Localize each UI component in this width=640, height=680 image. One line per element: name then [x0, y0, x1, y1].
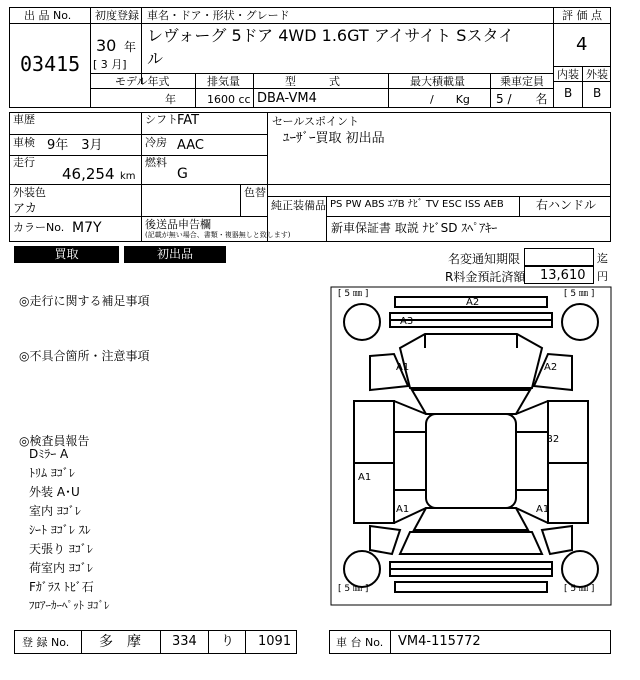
- shift-label: シフト: [145, 113, 178, 126]
- sales-point: ﾕｰｻﾞｰ買取 初出品: [283, 131, 385, 146]
- ac: AAC: [177, 138, 204, 153]
- damage-mark: A2: [466, 297, 480, 308]
- max-load: / Kg: [430, 93, 470, 106]
- mileage-label: 走行: [13, 156, 35, 169]
- inspector-report-item: Fｶﾞﾗｽ ﾄﾋﾞ石: [29, 580, 94, 594]
- name-change-label: 名変通知期限: [448, 252, 521, 266]
- damage-mark: B2: [546, 434, 560, 445]
- model: DBA-VM4: [257, 91, 317, 106]
- inspector-report-item: 外装 A･U: [29, 485, 80, 499]
- damage-mark: A3: [400, 316, 414, 327]
- warranty: 新車保証書 取説 ﾅﾋﾞSD ｽﾍﾟｱｷｰ: [331, 221, 498, 235]
- capacity: 5 / 名: [496, 92, 548, 106]
- roof: [426, 414, 516, 508]
- damage-mark: A1: [396, 362, 410, 373]
- fuel: G: [177, 166, 188, 182]
- shift: FAT: [177, 113, 200, 128]
- displacement-label: 排気量: [207, 75, 240, 88]
- registration-kana: り: [221, 634, 235, 649]
- rear-fender-right: [542, 526, 572, 554]
- right-rear-door: [548, 463, 588, 523]
- chassis-number: VM4-115772: [398, 634, 481, 649]
- defects-note-heading: ◎不具合箇所・注意事項: [19, 349, 150, 363]
- inspector-report-item: 室内 ﾖｺﾞﾚ: [29, 504, 81, 518]
- running-note-heading: ◎走行に関する補足事項: [19, 294, 150, 308]
- recycle-amount: 13,610: [540, 268, 586, 283]
- exterior-color: アカ: [13, 201, 37, 215]
- windshield: [412, 390, 530, 414]
- inspector-report-item: 荷室内 ﾖｺﾞﾚ: [29, 561, 93, 575]
- chassis-label: 車 台 No.: [336, 636, 384, 649]
- inspection: 9年 3月: [47, 138, 103, 153]
- model-label: 型 式: [285, 75, 340, 88]
- fuel-label: 燃料: [145, 156, 167, 169]
- equipment-label: 純正装備品: [271, 199, 326, 212]
- inspector-note-heading: ◎検査員報告: [19, 434, 90, 448]
- recall-note: (記載が無い場合、書類・複器無しと致します): [145, 231, 291, 239]
- car-name-label: 車名・ドア・形状・グレード: [147, 9, 290, 22]
- tire-depth-rl: [ 5 ㎜ ]: [338, 584, 369, 594]
- exterior-color-label: 外装色: [13, 186, 46, 199]
- car-damage-diagram: [330, 286, 612, 606]
- recycle-unit: 円: [597, 270, 608, 283]
- hood: [400, 334, 542, 388]
- tire-depth-fr: [ 5 ㎜ ]: [564, 289, 595, 299]
- model-year-unit: 年: [165, 93, 176, 106]
- car-name-line1: レヴォーグ 5ドア 4WD 1.6GT アイサイト Sスタイ: [147, 26, 515, 45]
- first-reg-label: 初度登録: [95, 9, 139, 22]
- damage-mark: A1: [358, 472, 372, 483]
- tire-rear-right: [562, 551, 598, 587]
- rear-fender-left: [370, 526, 400, 554]
- damage-mark: A1: [536, 504, 550, 515]
- inspector-report-item: ﾌﾛｱｰｶｰﾍﾟｯﾄ ﾖｺﾞﾚ: [29, 599, 110, 612]
- color-no: M7Y: [72, 220, 102, 236]
- history-label: 車歴: [13, 113, 35, 126]
- recycle-label: R料金預託済額: [445, 270, 526, 284]
- registration-class: 334: [172, 634, 197, 649]
- lot-no-label: 出 品 No.: [24, 9, 72, 22]
- car-name-line2: ル: [147, 49, 164, 68]
- damage-mark: A2: [544, 362, 558, 373]
- tire-rear-left: [344, 551, 380, 587]
- sales-point-label: セールスポイント: [272, 115, 360, 128]
- displacement: 1600 cc: [207, 93, 251, 106]
- tire-front-left: [344, 304, 380, 340]
- first-listing-tag: 初出品: [124, 246, 226, 263]
- rear-bumper-lower: [395, 582, 547, 592]
- mileage: 46,254: [62, 165, 115, 183]
- inspection-label: 車検: [13, 136, 35, 149]
- interior-label: 内装: [557, 68, 579, 81]
- capacity-label: 乗車定員: [500, 75, 544, 88]
- exterior-grade: B: [593, 86, 602, 100]
- lot-no: 03415: [20, 52, 81, 76]
- score-label: 評 価 点: [562, 9, 602, 22]
- mileage-unit: km: [120, 171, 136, 182]
- first-reg-month: [ 3 月]: [93, 58, 127, 71]
- buy-tag: 買取: [14, 246, 119, 263]
- left-front-door: [354, 401, 394, 463]
- registration-number: 1091: [258, 634, 292, 649]
- steering: 右ハンドル: [536, 198, 597, 212]
- tire-depth-fl: [ 5 ㎜ ]: [338, 289, 369, 299]
- name-change-box: [524, 248, 594, 266]
- first-reg-year: 30: [96, 36, 117, 55]
- right-front-door: [548, 401, 588, 463]
- inspector-report-item: ﾄﾘﾑ ﾖｺﾞﾚ: [29, 466, 75, 480]
- max-load-label: 最大積載量: [410, 75, 465, 88]
- damage-mark: A1: [396, 504, 410, 515]
- inspector-report-item: 天張り ﾖｺﾞﾚ: [29, 542, 93, 556]
- recall-label: 後送品申告欄: [145, 218, 211, 231]
- registration-area: 多 摩: [99, 634, 141, 650]
- name-change-unit: 迄: [597, 252, 608, 265]
- color-change-label: 色替: [244, 186, 266, 199]
- first-reg-year-unit: 年: [124, 40, 137, 54]
- inspector-report-item: Dﾐﾗｰ A: [29, 447, 69, 461]
- tire-front-right: [562, 304, 598, 340]
- color-no-label: カラーNo.: [13, 221, 65, 234]
- score: 4: [576, 34, 588, 55]
- interior-grade: B: [564, 86, 573, 100]
- tailgate: [400, 532, 542, 554]
- ac-label: 冷房: [145, 136, 167, 149]
- tire-depth-rr: [ 5 ㎜ ]: [564, 584, 595, 594]
- inspector-report-item: ｼｰﾄ ﾖｺﾞﾚ ｽﾚ: [29, 523, 91, 537]
- registration-label: 登 録 No.: [22, 636, 70, 649]
- exterior-label: 外装: [586, 68, 608, 81]
- equipment: PS PW ABS ｴｱB ﾅﾋﾞ TV ESC ISS AEB: [330, 199, 504, 210]
- model-year-label: モデル年式: [115, 75, 170, 88]
- rear-glass: [414, 508, 528, 530]
